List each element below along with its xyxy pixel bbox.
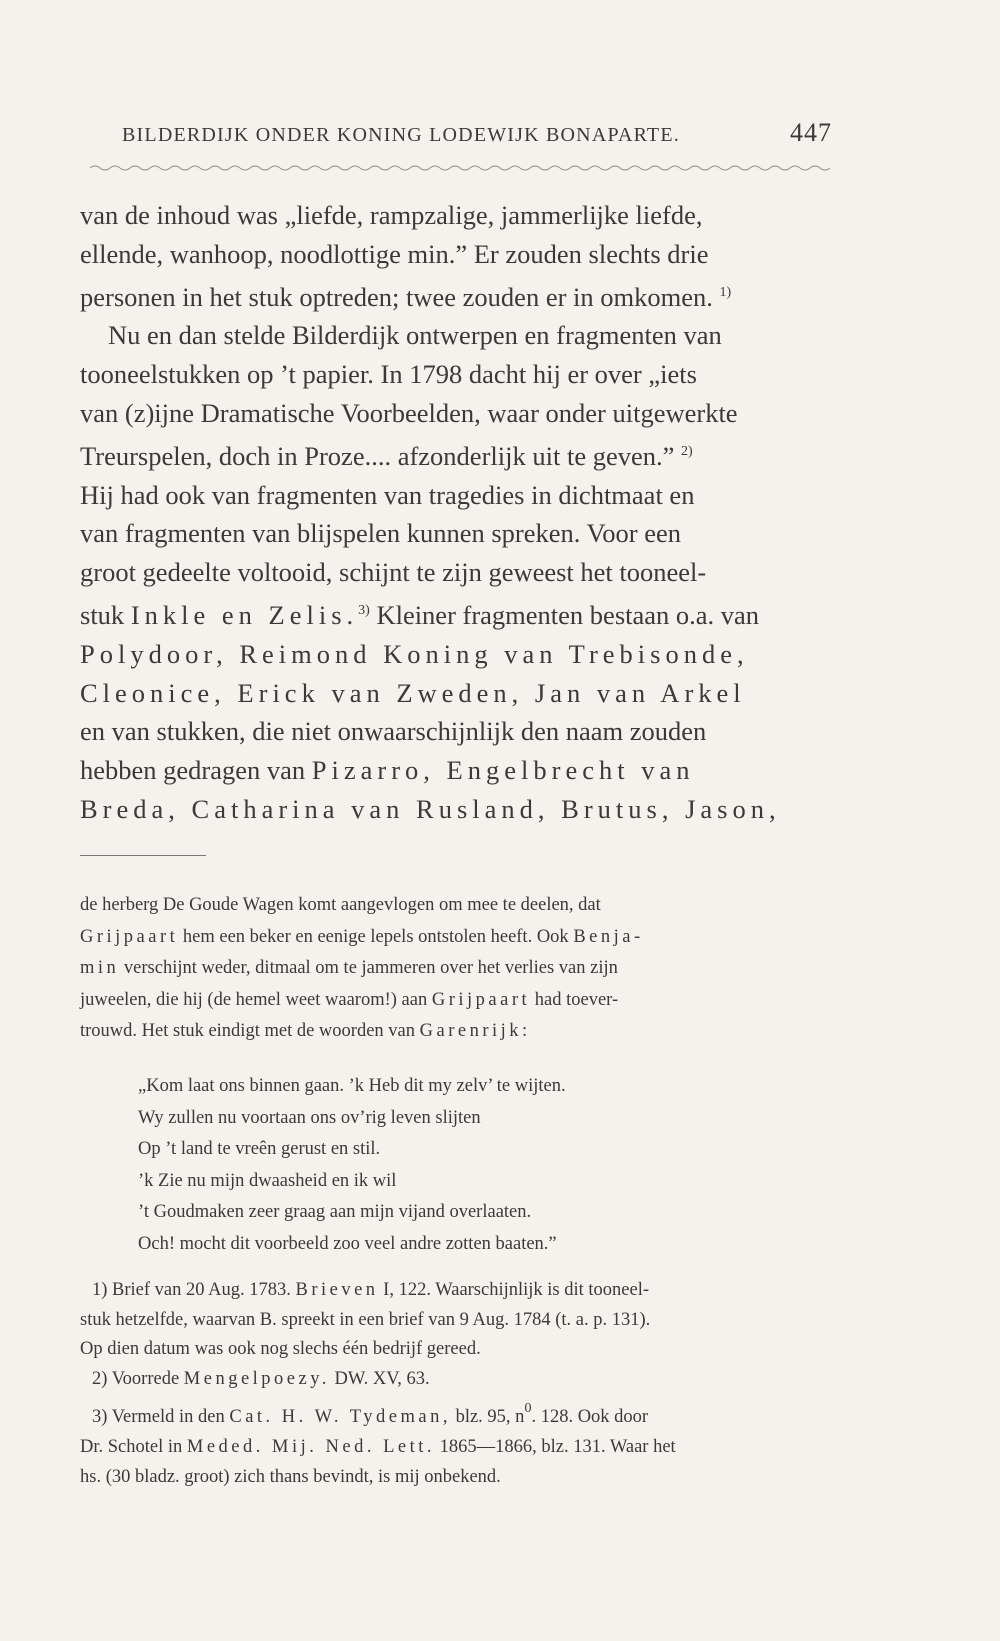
text-line: van (z)ijne Dramatische Voorbeelden, waar onder uitgewerkte bbox=[80, 397, 738, 428]
text-line bbox=[80, 790, 832, 829]
header-wavy-rule bbox=[90, 164, 830, 172]
main-text bbox=[80, 196, 832, 829]
text-line: juweelen, die hij (de hemel weet waarom!) aan Grijpaart had toever- bbox=[80, 989, 619, 1010]
poem-line: Wy zullen nu voortaan ons ov’rig leven slijten bbox=[138, 1107, 481, 1128]
page-header bbox=[80, 118, 840, 158]
footnote-separator bbox=[80, 855, 206, 856]
quoted-poem bbox=[138, 1071, 566, 1261]
text-line: groot gedeelte voltooid, schijnt te zijn geweest het tooneel- bbox=[80, 557, 707, 588]
note-ref-3: 3) bbox=[358, 602, 370, 618]
spaced-title: Mengelpoezy. bbox=[183, 1368, 330, 1389]
text-line: trouwd. Het stuk eindigt met de woorden van Garenrijk: bbox=[80, 1021, 531, 1041]
text-line: personen in het stuk optreden; twee zouden er in omkomen. $^{1)}$ bbox=[80, 281, 732, 312]
spaced-name: Grijpaart bbox=[431, 989, 531, 1010]
running-title: BILDERDIJK ONDER KONING LODEWIJK BONAPARTE. bbox=[122, 124, 680, 146]
text-line: Hij had ook van fragmenten van tragedies in dichtmaat en bbox=[80, 479, 695, 510]
spaced-title: Polydoor, Reimond Koning van Trebisonde, bbox=[80, 638, 749, 669]
footnotes bbox=[80, 1276, 828, 1492]
text-line: Dr. Schotel in Meded. Mij. Ned. Lett. 1865—1866, blz. 131. Waar het bbox=[80, 1436, 676, 1457]
text-line: de herberg De Goude Wagen komt aangevlogen om mee te deelen, dat bbox=[80, 895, 601, 915]
text-line bbox=[80, 674, 832, 713]
text-line: Nu en dan stelde Bilderdijk ontwerpen en fragmenten van bbox=[108, 320, 722, 351]
text-line: hebben gedragen van Pizarro, Engelbrecht van bbox=[80, 755, 695, 786]
spaced-name: Benja- bbox=[573, 926, 644, 947]
text-line: van de inhoud was „liefde, rampzalige, jammerlijke liefde, bbox=[80, 200, 703, 230]
poem-line: Och! mocht dit voorbeeld zoo veel andre zotten baaten.” bbox=[138, 1233, 557, 1254]
note-ref-1: 1) bbox=[719, 284, 732, 300]
text-line: Grijpaart hem een beker en eenige lepels ontstolen heeft. Ook Benja- bbox=[80, 926, 644, 947]
text-line: tooneelstukken op ’t papier. In 1798 dacht hij er over „iets bbox=[80, 359, 697, 390]
text-line: Treurspelen, doch in Proze.... afzonderlijk uit te geven.” $^{2)}$ bbox=[80, 440, 693, 471]
footnote-continuation bbox=[80, 890, 828, 1048]
text-line bbox=[80, 635, 832, 674]
spaced-name: min bbox=[80, 958, 120, 978]
spaced-title: Cleonice, Erick van Zweden, Jan van Arkel bbox=[80, 677, 746, 708]
poem-line: ’k Zie nu mijn dwaasheid en ik wil bbox=[138, 1170, 397, 1191]
poem-line: ’t Goudmaken zeer graag aan mijn vijand overlaaten. bbox=[138, 1202, 532, 1223]
text-line: Op dien datum was ook nog slechs één bedrijf gereed. bbox=[80, 1339, 481, 1360]
spaced-title: Pizarro, Engelbrecht van bbox=[311, 755, 695, 786]
poem-line: Op ’t land te vreên gerust en stil. bbox=[138, 1139, 381, 1160]
spaced-name: Grijpaart bbox=[80, 926, 179, 947]
note-ref-2: 2) bbox=[681, 443, 693, 459]
page-number: 447 bbox=[790, 118, 832, 147]
text-line: stuk Inkle en Zelis.$^{3)}$ Kleiner fragmenten bestaan o.a. van bbox=[80, 599, 760, 630]
spaced-title: Meded. Mij. Ned. Lett. bbox=[186, 1436, 435, 1457]
footnote-1: 1) Brief van 20 Aug. 1783. Brieven I, 122. Waarschijnlijk is dit tooneel- bbox=[92, 1280, 650, 1300]
text-line: min verschijnt weder, ditmaal om te jammeren over het verlies van zijn bbox=[80, 958, 618, 978]
text-line: hs. (30 bladz. groot) zich thans bevindt, is mij onbekend. bbox=[80, 1466, 501, 1487]
poem-line: „Kom laat ons binnen gaan. ’k Heb dit my zelv’ te wijten. bbox=[138, 1076, 566, 1096]
text-line: ellende, wanhoop, noodlottige min.” Er zouden slechts drie bbox=[80, 238, 709, 269]
spaced-title: Breda, Catharina van Rusland, Brutus, Jason, bbox=[80, 793, 781, 824]
spaced-title: Brieven bbox=[295, 1280, 379, 1300]
footnote-2: 2) Voorrede Mengelpoezy. DW. XV, 63. bbox=[92, 1368, 430, 1389]
text-line: van fragmenten van blijspelen kunnen spreken. Voor een bbox=[80, 518, 681, 549]
spaced-name: Garenrijk: bbox=[419, 1021, 531, 1041]
spaced-title: Cat. H. W. Tydeman, bbox=[229, 1407, 451, 1428]
footnote-3: 3) Vermeld in den Cat. H. W. Tydeman, blz. 95, $n^0$. 128. Ook door bbox=[92, 1401, 649, 1428]
spaced-title: Inkle en Zelis. bbox=[130, 599, 359, 630]
text-line: en van stukken, die niet onwaarschijnlijk den naam zouden bbox=[80, 716, 707, 747]
text-line: stuk hetzelfde, waarvan B. spreekt in een brief van 9 Aug. 1784 (t. a. p. 131). bbox=[80, 1309, 651, 1330]
